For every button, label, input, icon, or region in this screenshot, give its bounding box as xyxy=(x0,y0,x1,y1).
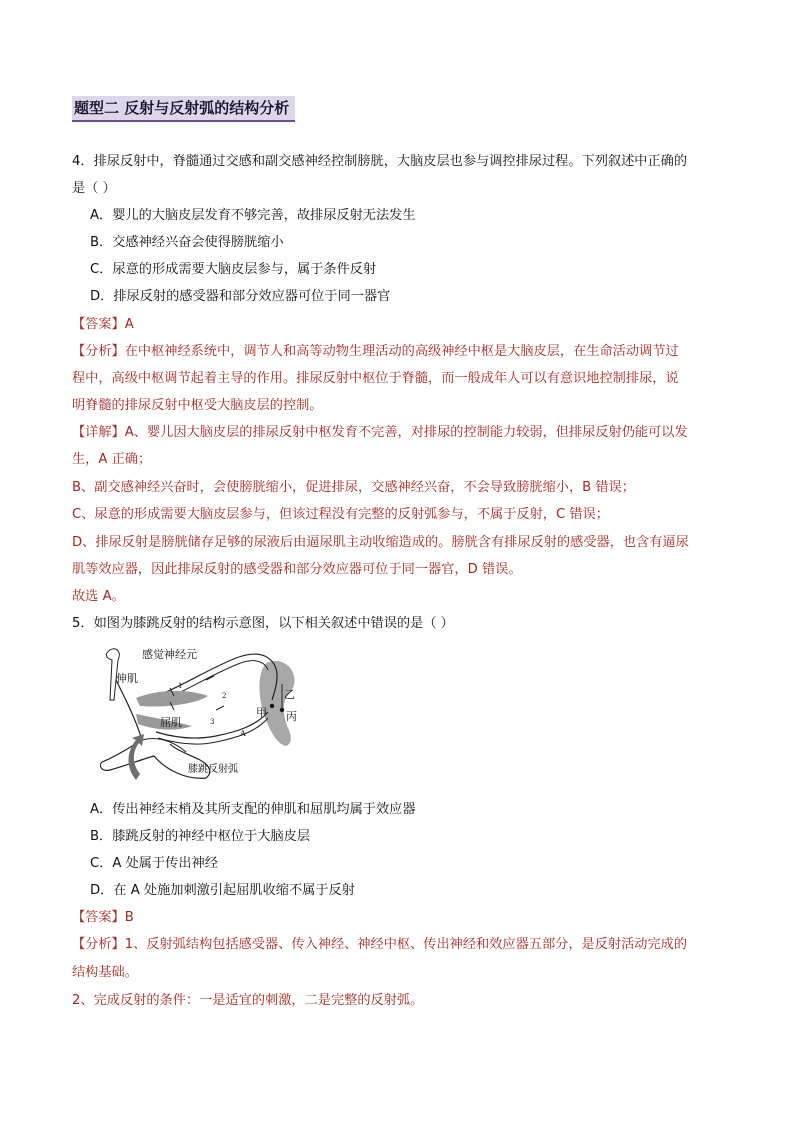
q4-conclusion: 故选 A。 xyxy=(72,589,125,604)
q4-analysis-line-2: 程中，高级中枢调节起着主导的作用。排尿反射中枢位于脊髓，而一般成年人可以有意识地控制排尿，说 xyxy=(72,371,679,386)
q4-option-c: C．尿意的形成需要大脑皮层参与，属于条件反射 xyxy=(90,262,377,277)
q4-detail-line-2: 生，A 正确； xyxy=(72,452,152,467)
label-num-2: 2 xyxy=(222,692,227,700)
q5-stem: 5．如图为膝跳反射的结构示意图，以下相关叙述中错误的是（ ） xyxy=(72,616,454,631)
q4-answer-value: A xyxy=(124,317,134,332)
label-flexor: 屈肌 xyxy=(160,716,182,729)
q4-analysis-line-3: 明脊髓的排尿反射中枢受大脑皮层的控制。 xyxy=(72,398,323,413)
q5-option-d: D．在 A 处施加刺激引起屈肌收缩不属于反射 xyxy=(90,883,355,898)
motion-arrow xyxy=(129,734,145,780)
q4-option-b: B．交感神经兴奋会使得膀胱缩小 xyxy=(90,235,284,250)
q5-option-b: B．膝跳反射的神经中枢位于大脑皮层 xyxy=(90,829,311,844)
label-num-1: 1 xyxy=(178,682,183,690)
q5-analysis-line-3: 2、完成反射的条件：一是适宜的刺激，二是完整的反射弧。 xyxy=(72,993,424,1008)
label-sensory-neuron: 感觉神经元 xyxy=(142,648,197,661)
label-bing: 丙 xyxy=(286,710,297,723)
figure-caption: 膝跳反射弧 xyxy=(188,764,238,775)
q4-option-a: A．婴儿的大脑皮层发育不够完善，故排尿反射无法发生 xyxy=(90,208,416,223)
label-point-a: A xyxy=(240,729,246,738)
q4-detail-line-5: D、排尿反射是膀胱储存足够的尿液后由逼尿肌主动收缩造成的。膀胱含有排尿反射的感受器，也含有逼尿 xyxy=(72,535,689,550)
q5-analysis-line-1: 【分析】1、反射弧结构包括感受器、传入神经、神经中枢、传出神经和效应器五部分，是反射活动完成的 xyxy=(72,937,688,952)
q4-analysis-line-1: 【分析】在中枢神经系统中，调节人和高等动物生理活动的高级神经中枢是大脑皮层，在生命活动调节过 xyxy=(72,344,679,359)
synapse-dot-jia xyxy=(270,704,274,708)
q4-stem-line-1: 4．排尿反射中，脊髓通过交感和副交感神经控制膀胱，大脑皮层也参与调控排尿过程。下列叙述中正确的 xyxy=(72,154,688,169)
q4-detail-line-3: B、副交感神经兴奋时，会使膀胱缩小，促进排尿，交感神经兴奋，不会导致膀胱缩小，B 错误； xyxy=(72,480,635,495)
q4-detail-line-1: 【详解】A、婴儿因大脑皮层的排尿反射中枢发育不完善，对排尿的控制能力较弱，但排尿反射仍能可以发 xyxy=(72,425,688,440)
q4-detail-tag: 【详解】 xyxy=(72,425,125,440)
q4-answer xyxy=(72,315,134,335)
section-title: 题型二 反射与反射弧的结构分析 xyxy=(72,96,295,122)
q5-answer-tag: 【答案】 xyxy=(72,910,125,925)
q5-answer-value: B xyxy=(124,910,134,925)
q5-option-c: C．A 处属于传出神经 xyxy=(90,856,218,871)
label-jia: 甲 xyxy=(256,706,267,719)
label-num-3: 3 xyxy=(210,718,215,726)
label-extensor: 伸肌 xyxy=(116,672,138,685)
q4-analysis-tag: 【分析】 xyxy=(72,344,125,359)
q5-option-a: A．传出神经末梢及其所支配的伸肌和屈肌均属于效应器 xyxy=(90,802,416,817)
q5-analysis-line-2: 结构基础。 xyxy=(72,965,138,980)
extensor-muscle xyxy=(136,691,208,707)
q5-analysis-tag: 【分析】 xyxy=(72,937,125,952)
knee-jerk-reflex-diagram xyxy=(96,640,336,790)
q4-detail-line-6: 肌等效应器，因此排尿反射的感受器和部分效应器可位于同一器官，D 错误。 xyxy=(72,562,522,577)
q4-detail-line-4: C、尿意的形成需要大脑皮层参与，但该过程没有完整的反射弧参与，不属于反射，C 错误； xyxy=(72,507,609,522)
q4-option-d: D．排尿反射的感受器和部分效应器可位于同一器官 xyxy=(90,289,391,304)
label-yi: 乙 xyxy=(284,688,295,701)
q4-answer-tag: 【答案】 xyxy=(72,317,125,332)
q5-answer xyxy=(72,908,134,928)
knee-jerk-reflex-figure xyxy=(96,640,336,790)
q4-stem-line-2: 是（ ） xyxy=(72,181,116,196)
